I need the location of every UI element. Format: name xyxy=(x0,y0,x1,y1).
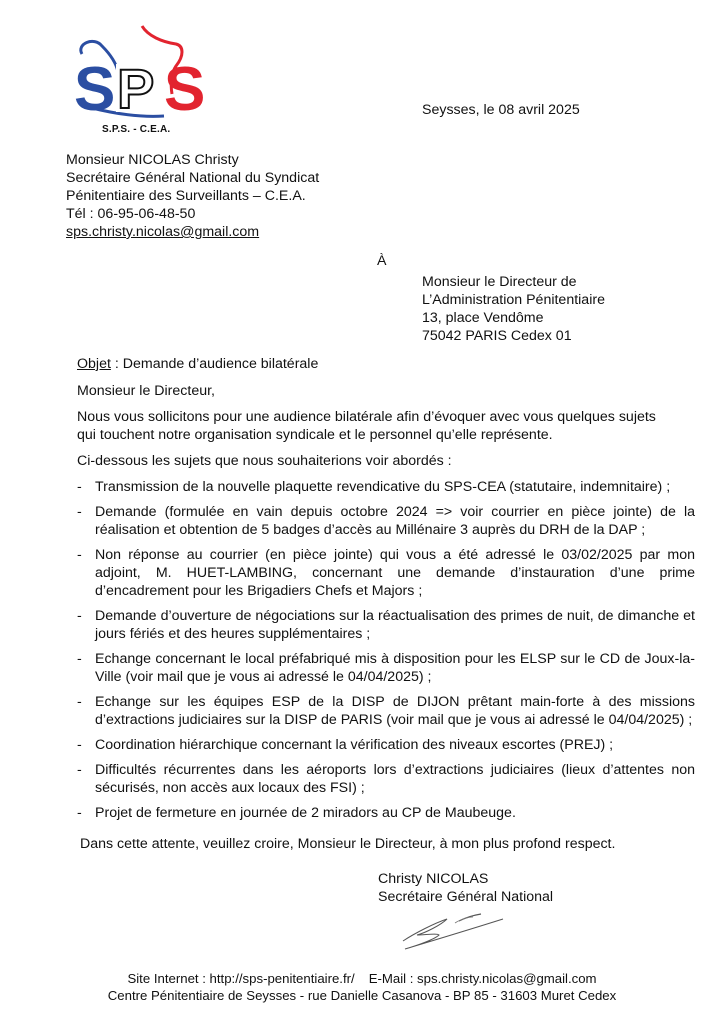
topic-text: Non réponse au courrier (en pièce jointe) qui vous a été adressé le 03/02/2025 par mon adjoint, M. HUET-LAMBING, concernant une demande d’instauration d’une prime d’encadrement pour les Brigadiers Chefs et Majors ; xyxy=(95,547,695,599)
recipient-line4: 75042 PARIS Cedex 01 xyxy=(422,328,572,344)
list-item xyxy=(77,478,695,496)
sender-title-line1: Secrétaire Général National du Syndicat xyxy=(66,170,320,186)
topic-text: Echange concernant le local préfabriqué mis à disposition pour les ELSP sur le CD de Joux-la-Ville (voir mail que je vous ai adressé le 04/04/2025) ; xyxy=(95,651,695,685)
list-item xyxy=(77,503,695,539)
intro-line1: Nous vous sollicitons pour une audience bilatérale afin d’évoquer avec vous quelques sujets xyxy=(77,409,656,425)
sender-email-link[interactable]: sps.christy.nicolas@gmail.com xyxy=(66,224,260,240)
topic-text: Echange sur les équipes ESP de la DISP de DIJON prêtant main-forte à des missions d’extractions judiciaires sur la DISP de PARIS (voir mail que je vous ai adressé le 04/04/2025) ; xyxy=(95,694,695,728)
topic-text: Demande d’ouverture de négociations sur la réactualisation des primes de nuit, de dimanche et jours fériés et des heures supplémentaires ; xyxy=(95,608,695,642)
intro-line2: qui touchent notre organisation syndicale et le personnel qu’elle représente. xyxy=(77,427,553,443)
dash-bullet: - xyxy=(77,694,82,710)
list-item xyxy=(77,693,695,729)
footer-website-link[interactable]: Site Internet : http://sps-penitentiaire.fr/ xyxy=(127,971,355,986)
recipient-line3: 13, place Vendôme xyxy=(422,310,544,326)
signatory-block xyxy=(378,870,553,906)
list-item xyxy=(77,546,695,600)
sender-phone: Tél : 06-95-06-48-50 xyxy=(66,206,196,222)
topics-lead: Ci-dessous les sujets que nous souhaiterions voir abordés : xyxy=(77,453,452,469)
sender-block xyxy=(66,151,319,241)
recipient-line2: L’Administration Pénitentiaire xyxy=(422,292,605,308)
dash-bullet: - xyxy=(77,805,82,821)
dash-bullet: - xyxy=(77,762,82,778)
topic-text: Coordination hiérarchique concernant la vérification des niveaux escortes (PREJ) ; xyxy=(95,737,614,753)
topic-text: Transmission de la nouvelle plaquette revendicative du SPS-CEA (statutaire, indemnitaire) ; xyxy=(95,479,671,495)
sps-logo-icon xyxy=(72,22,212,122)
topic-text: Demande (formulée en vain depuis octobre 2024 => voir courrier en pièce jointe) de la réalisation et obtention de 5 badges d’accès au Millénaire 3 auprès du DRH de la DAP ; xyxy=(95,504,695,538)
signatory-title: Secrétaire Général National xyxy=(378,889,554,905)
dash-bullet: - xyxy=(77,608,82,624)
sender-name: Monsieur NICOLAS Christy xyxy=(66,152,239,168)
subject-separator: : xyxy=(110,356,123,372)
dash-bullet: - xyxy=(77,479,82,495)
to-label: À xyxy=(377,253,387,269)
footer xyxy=(0,970,724,1004)
topic-text: Projet de fermeture en journée de 2 miradors au CP de Maubeuge. xyxy=(95,805,516,821)
handwritten-signature xyxy=(395,905,515,953)
dash-bullet: - xyxy=(77,737,82,753)
dash-bullet: - xyxy=(77,504,82,520)
subject-line xyxy=(77,355,318,373)
footer-email-link[interactable]: E-Mail : sps.christy.nicolas@gmail.com xyxy=(368,971,597,986)
svg-text:S: S xyxy=(164,55,206,122)
footer-address: Centre Pénitentiaire de Seysses - rue Danielle Casanova - BP 85 - 31603 Muret Cedex xyxy=(107,988,617,1003)
dash-bullet: - xyxy=(77,547,82,563)
logo-caption: S.P.S. - C.E.A. xyxy=(102,124,171,135)
subject-label: Objet xyxy=(77,356,111,372)
svg-text:S: S xyxy=(74,55,116,122)
list-item xyxy=(77,607,695,643)
list-item xyxy=(77,650,695,686)
signature-icon xyxy=(395,905,515,953)
date-line: Seysses, le 08 avril 2025 xyxy=(422,102,580,118)
list-item xyxy=(77,804,695,822)
intro-paragraph xyxy=(77,408,699,444)
dash-bullet: - xyxy=(77,651,82,667)
recipient-line1: Monsieur le Directeur de xyxy=(422,274,577,290)
closing-line: Dans cette attente, veuillez croire, Monsieur le Directeur, à mon plus profond respect. xyxy=(80,836,616,852)
list-item xyxy=(77,736,695,754)
signatory-name: Christy NICOLAS xyxy=(378,871,489,887)
sender-title-line2: Pénitentiaire des Surveillants – C.E.A. xyxy=(66,188,306,204)
greeting: Monsieur le Directeur, xyxy=(77,383,215,399)
subject-text: Demande d’audience bilatérale xyxy=(122,356,319,372)
topic-text: Difficultés récurrentes dans les aéroports lors d’extractions judiciaires (lieux d’attentes non sécurisés, non accès aux locaux des FSI) ; xyxy=(95,762,695,796)
svg-text:P: P xyxy=(117,57,155,120)
recipient-block xyxy=(422,273,605,345)
list-item xyxy=(77,761,695,797)
topics-list xyxy=(77,478,695,829)
sps-logo xyxy=(72,22,212,122)
